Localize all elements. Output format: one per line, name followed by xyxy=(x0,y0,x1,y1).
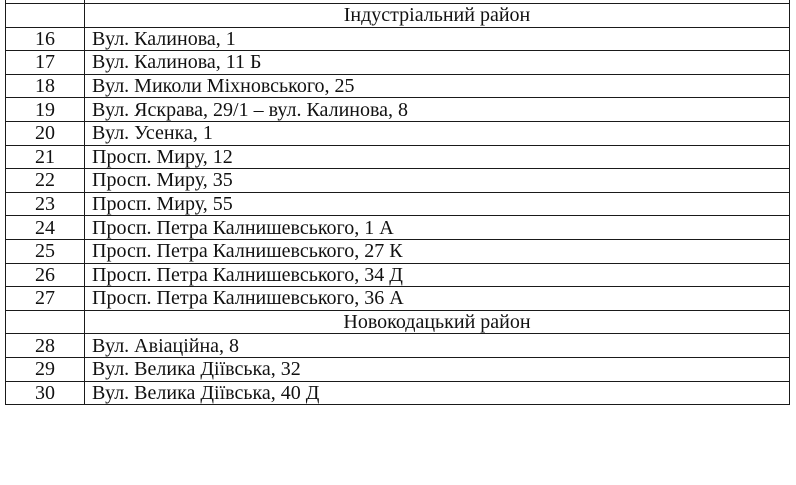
row-number: 28 xyxy=(6,334,85,358)
table-row xyxy=(6,357,790,381)
address: Вул. Калинова, 11 Б xyxy=(85,51,790,75)
address: Просп. Петра Калнишевського, 1 А xyxy=(85,216,790,240)
address: Просп. Миру, 55 xyxy=(85,192,790,216)
address: Вул. Калинова, 1 xyxy=(85,27,790,51)
row-number-cell xyxy=(6,310,85,334)
address: Вул. Яскрава, 29/1 – вул. Калинова, 8 xyxy=(85,98,790,122)
table-row xyxy=(6,121,790,145)
address-table xyxy=(5,0,790,405)
table-row xyxy=(6,74,790,98)
address: Просп. Петра Калнишевського, 34 Д xyxy=(85,263,790,287)
row-number: 27 xyxy=(6,287,85,311)
table-row xyxy=(6,263,790,287)
address: Вул. Миколи Міхновського, 25 xyxy=(85,74,790,98)
row-number: 22 xyxy=(6,169,85,193)
address: Вул. Усенка, 1 xyxy=(85,121,790,145)
row-number: 26 xyxy=(6,263,85,287)
table-row xyxy=(6,239,790,263)
section-header-row xyxy=(6,310,790,334)
row-number: 16 xyxy=(6,27,85,51)
table-row xyxy=(6,287,790,311)
table-row xyxy=(6,192,790,216)
section-title: Індустріальний район xyxy=(85,4,790,28)
row-number: 23 xyxy=(6,192,85,216)
row-number: 25 xyxy=(6,239,85,263)
address: Просп. Петра Калнишевського, 27 К xyxy=(85,239,790,263)
section-title: Новокодацький район xyxy=(85,310,790,334)
row-number: 21 xyxy=(6,145,85,169)
row-number: 17 xyxy=(6,51,85,75)
address: Вул. Велика Діївська, 40 Д xyxy=(85,381,790,405)
table-row xyxy=(6,98,790,122)
address: Просп. Петра Калнишевського, 36 А xyxy=(85,287,790,311)
table-row xyxy=(6,145,790,169)
table-row xyxy=(6,381,790,405)
row-number: 19 xyxy=(6,98,85,122)
table-row xyxy=(6,334,790,358)
row-number: 18 xyxy=(6,74,85,98)
table-row xyxy=(6,216,790,240)
section-header-row xyxy=(6,4,790,28)
row-number: 20 xyxy=(6,121,85,145)
address: Просп. Миру, 35 xyxy=(85,169,790,193)
address: Вул. Велика Діївська, 32 xyxy=(85,357,790,381)
address: Вул. Авіаційна, 8 xyxy=(85,334,790,358)
address: Просп. Миру, 12 xyxy=(85,145,790,169)
row-number-cell xyxy=(6,4,85,28)
table-row xyxy=(6,51,790,75)
row-number: 24 xyxy=(6,216,85,240)
table-row xyxy=(6,169,790,193)
table-row xyxy=(6,27,790,51)
row-number: 29 xyxy=(6,357,85,381)
row-number: 30 xyxy=(6,381,85,405)
